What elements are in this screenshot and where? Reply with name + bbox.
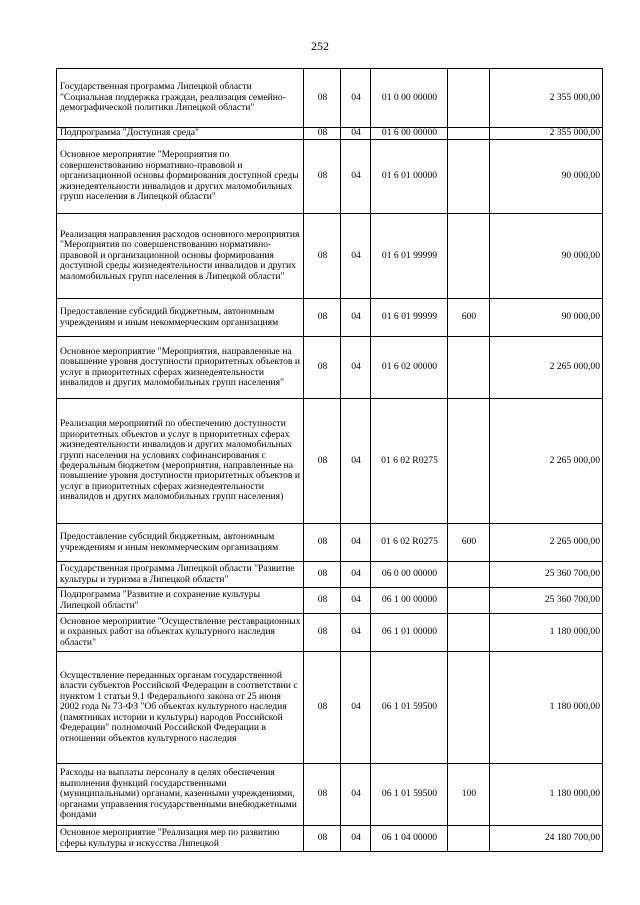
row-subsection: 04 — [341, 614, 371, 652]
row-subsection: 04 — [341, 69, 371, 128]
table-row — [57, 524, 603, 562]
row-amount: 1 180 000,00 — [490, 614, 603, 652]
row-subsection: 04 — [341, 826, 371, 852]
row-section: 08 — [304, 299, 341, 337]
row-subsection: 04 — [341, 299, 371, 337]
table-row — [57, 128, 603, 140]
row-type: 600 — [448, 524, 490, 562]
row-name: Основное мероприятие "Осуществление реставрационных и охранных работ на объектах культурного наследия области" — [57, 614, 304, 652]
row-name: Подпрограмма "Развитие и сохранение культуры Липецкой области" — [57, 588, 304, 614]
row-name: Предоставление субсидий бюджетным, автономным учреждениям и иным некоммерческим организациям — [57, 524, 304, 562]
row-name: Государственная программа Липецкой области "Социальная поддержка граждан, реализация семейно-демографической политики Липецкой области" — [57, 69, 304, 128]
row-name: Предоставление субсидий бюджетным, автономным учреждениям и иным некоммерческим организациям — [57, 299, 304, 337]
row-type — [448, 140, 490, 214]
table-row — [57, 399, 603, 524]
row-type — [448, 652, 490, 764]
row-subsection: 04 — [341, 337, 371, 399]
row-type — [448, 128, 490, 140]
row-name: Реализация мероприятий по обеспечению доступности приоритетных объектов и услуг в приоритетных сферах жизнедеятельности инвалидов и других маломобильных групп населения на условиях софинансирования с федеральным бюджетом (мероприятия, направленные на повышение уровня доступности приоритетных объектов и услуг в приоритетных сферах жизнедеятельности инвалидов и других маломобильных групп населения) — [57, 399, 304, 524]
row-amount: 25 360 700,00 — [490, 562, 603, 588]
row-section: 08 — [304, 399, 341, 524]
row-type — [448, 69, 490, 128]
budget-table-body — [57, 69, 603, 852]
row-name: Основное мероприятие "Мероприятия, направленные на повышение уровня доступности приоритетных объектов и услуг в приоритетных сферах жизнедеятельности инвалидов и других маломобильных групп населения" — [57, 337, 304, 399]
row-section: 08 — [304, 614, 341, 652]
row-type: 100 — [448, 764, 490, 826]
row-subsection: 04 — [341, 214, 371, 299]
row-code: 01 0 00 00000 — [371, 69, 448, 128]
table-row — [57, 337, 603, 399]
row-amount: 25 360 700,00 — [490, 588, 603, 614]
row-section: 08 — [304, 214, 341, 299]
table-row — [57, 214, 603, 299]
row-code: 06 1 00 00000 — [371, 588, 448, 614]
row-amount: 2 265 000,00 — [490, 337, 603, 399]
row-code: 01 6 01 99999 — [371, 214, 448, 299]
row-type — [448, 588, 490, 614]
row-section: 08 — [304, 562, 341, 588]
row-amount: 90 000,00 — [490, 140, 603, 214]
row-section: 08 — [304, 826, 341, 852]
row-type — [448, 826, 490, 852]
row-subsection: 04 — [341, 588, 371, 614]
row-type — [448, 214, 490, 299]
row-subsection: 04 — [341, 128, 371, 140]
row-code: 01 6 01 00000 — [371, 140, 448, 214]
table-row — [57, 614, 603, 652]
row-type — [448, 562, 490, 588]
row-code: 01 6 00 00000 — [371, 128, 448, 140]
row-section: 08 — [304, 337, 341, 399]
row-amount: 2 355 000,00 — [490, 69, 603, 128]
table-row — [57, 826, 603, 852]
row-amount: 1 180 000,00 — [490, 652, 603, 764]
row-type — [448, 614, 490, 652]
row-subsection: 04 — [341, 562, 371, 588]
row-name: Основное мероприятие "Мероприятия по совершенствованию нормативно-правовой и организационной основы формирования доступной среды жизнедеятельности инвалидов и других маломобильных групп населения в Липецкой области" — [57, 140, 304, 214]
row-code: 01 6 02 R0275 — [371, 399, 448, 524]
row-section: 08 — [304, 524, 341, 562]
row-code: 01 6 01 99999 — [371, 299, 448, 337]
row-name: Государственная программа Липецкой области "Развитие культуры и туризма в Липецкой области" — [57, 562, 304, 588]
table-row — [57, 562, 603, 588]
table-row — [57, 764, 603, 826]
row-subsection: 04 — [341, 399, 371, 524]
row-code: 01 6 02 R0275 — [371, 524, 448, 562]
row-name: Основное мероприятие "Реализация мер по развитию сферы культуры и искусства Липецкой — [57, 826, 304, 852]
row-section: 08 — [304, 764, 341, 826]
table-row — [57, 299, 603, 337]
row-section: 08 — [304, 588, 341, 614]
table-row — [57, 140, 603, 214]
budget-table — [56, 68, 603, 852]
table-row — [57, 652, 603, 764]
table-row — [57, 69, 603, 128]
row-subsection: 04 — [341, 764, 371, 826]
row-code: 06 1 01 59500 — [371, 652, 448, 764]
row-name: Реализация направления расходов основного мероприятия "Мероприятия по совершенствованию нормативно-правовой и организационной основы формирования доступной среды жизнедеятельности инвалидов и других маломобильных групп населения в Липецкой области" — [57, 214, 304, 299]
row-amount: 1 180 000,00 — [490, 764, 603, 826]
row-section: 08 — [304, 140, 341, 214]
row-section: 08 — [304, 652, 341, 764]
row-type — [448, 399, 490, 524]
row-amount: 2 265 000,00 — [490, 399, 603, 524]
row-name: Подпрограмма "Доступная среда" — [57, 128, 304, 140]
row-amount: 90 000,00 — [490, 299, 603, 337]
row-code: 06 0 00 00000 — [371, 562, 448, 588]
row-amount: 2 265 000,00 — [490, 524, 603, 562]
row-section: 08 — [304, 69, 341, 128]
row-code: 06 1 04 00000 — [371, 826, 448, 852]
page-number: 252 — [311, 39, 329, 53]
row-amount: 24 180 700,00 — [490, 826, 603, 852]
table-row — [57, 588, 603, 614]
row-subsection: 04 — [341, 140, 371, 214]
row-section: 08 — [304, 128, 341, 140]
row-subsection: 04 — [341, 652, 371, 764]
row-code: 06 1 01 59500 — [371, 764, 448, 826]
row-code: 01 6 02 00000 — [371, 337, 448, 399]
row-subsection: 04 — [341, 524, 371, 562]
row-code: 06 1 01 00000 — [371, 614, 448, 652]
row-name: Расходы на выплаты персоналу в целях обеспечения выполнения функций государственными (муниципальными) органами, казенными учреждениями, органами управления государственными внебюджетными фондами — [57, 764, 304, 826]
row-name: Осуществление переданных органам государственной власти субъектов Российской Федерации в соответствии с пунктом 1 статьи 9.1 Федерального закона от 25 июня 2002 года № 73-ФЗ "Об объектах культурного наследия (памятниках истории и культуры) народов Российской Федерации" полномочий Российской Федерации в отношении объектов культурного наследия — [57, 652, 304, 764]
row-amount: 2 355 000,00 — [490, 128, 603, 140]
row-type: 600 — [448, 299, 490, 337]
row-type — [448, 337, 490, 399]
row-amount: 90 000,00 — [490, 214, 603, 299]
